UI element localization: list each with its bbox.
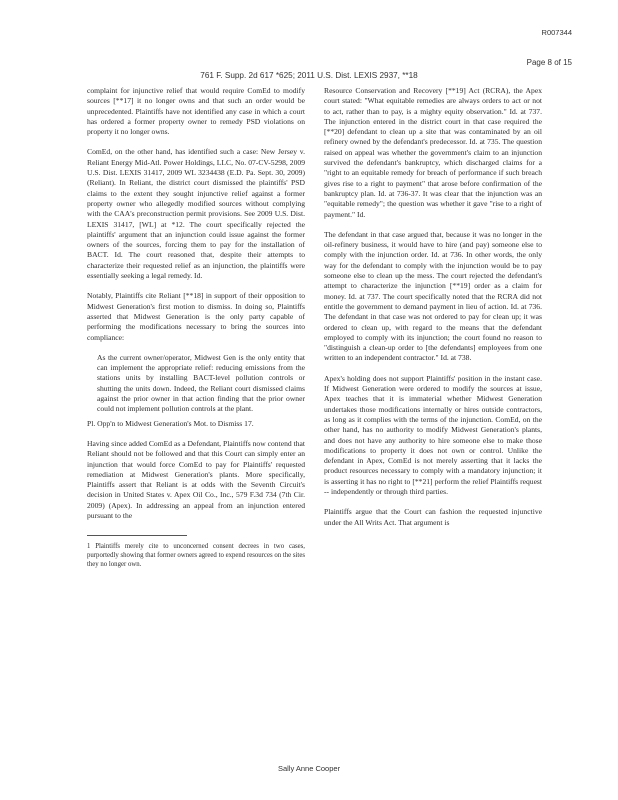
left-paragraph-2: Notably, Plaintiffs cite Reliant [**18] in support of their opposition to Midwest Generation's first motion to dismiss. In doing so, Plaintiffs asserted that Midwest Generation is the only party capable of performing the modifications necessary to bring the sources into compliance: xyxy=(87,291,305,342)
footnote-divider xyxy=(87,535,187,536)
right-paragraph-4: Plaintiffs argue that the Court can fashion the requested injunctive under the All Writs Act. That argument is xyxy=(324,507,542,527)
left-paragraph-3: Having since added ComEd as a Defendant, Plaintiffs now contend that Reliant should not be followed and that this Court can simply enter an injunction that would force ComEd to pay for Plaintiffs' requested remediation at Midwest Generation's plants. More specifically, Plaintiffs assert that Reliant is at odds with the Seventh Circuit's decision in United States v. Apex Oil Co., Inc., 579 F.3d 734 (7th Cir. 2009) (Apex). In addressing an appeal from an injunction entered pursuant to the xyxy=(87,438,305,520)
block-quote: As the current owner/operator, Midwest Gen is the only entity that can implement the appropriate relief: reducing emissions from the stations units by installing BACT-level pollution controls or shutting the units down. Indeed, the Reliant court dismissed claims against the prior owner in that action finding that the prior owner could not implement pollution controls at the plant. xyxy=(97,352,305,414)
footnote: 1 Plaintiffs merely cite to unconcerned consent decrees in two cases, purportedly showing that former owners agreed to expend resources on the sites they no longer own. xyxy=(87,543,305,569)
case-citation: 761 F. Supp. 2d 617 *625; 2011 U.S. Dist. LEXIS 2937, **18 xyxy=(200,71,418,80)
page-indicator: Page 8 of 15 xyxy=(526,58,572,67)
right-paragraph-1: Resource Conservation and Recovery [**19] Act (RCRA), the Apex court stated: "What equitable remedies are always orders to act or not to act, rather than to pay, is a mighty equity observation." Id. at 737. The injunction entered in the district court in that case required the [**20] defendant to clean up a site that was contaminated by an oil refinery owned by the defendant's predecessor. Id. at 735. The question raised on appeal was whether the government's claim to an injunction survived the defendant's bankruptcy, which discharged claims for a "right to an equitable remedy for breach of performance if such breach gives rise to a right to payment" that arose before confirmation of the bankruptcy plan. Id. at 736-37. It was clear that the injunction was an "equitable remedy"; the question was whether it gave "rise to a right of payment." Id. xyxy=(324,86,542,219)
page-footer: Sally Anne Cooper xyxy=(277,764,341,773)
bates-number: R007344 xyxy=(541,28,572,37)
left-paragraph-1: complaint for injunctive relief that would require ComEd to modify sources [**17] it no longer owns and that such an order would be unprecedented. Plaintiffs have not identified any case in which a court has ordered a former property owner to remedy PSD violations on property it no longer owns. xyxy=(87,86,305,137)
right-paragraph-3: Apex's holding does not support Plaintiffs' position in the instant case. If Midwest Generation were ordered to modify the sources at issue, Apex teaches that it is immaterial whether Midwest Generation undertakes those modifications internally or hires outside contractors, as long as it complies with the terms of the injunction. ComEd, on the other hand, has no authority to modify Midwest Generation's plants, and does not have any authority to hire someone else to make those modifications to property it does not own or control. Unlike the defendant in Apex, ComEd is not merely asserting that it lacks the product resources necessary to comply with a mandatory injunction; it is asserting it has no right to [**21] perform the relief Plaintiffs request -- independently or through third parties. xyxy=(324,373,542,496)
left-column xyxy=(87,86,305,569)
right-column xyxy=(324,86,542,538)
block-quote-citation: Pl. Opp'n to Midwest Generation's Mot. to Dismiss 17. xyxy=(87,418,254,428)
left-paragraph-1-continued: ComEd, on the other hand, has identified such a case: New Jersey v. Reliant Energy Mid-Atl. Power Holdings, LLC, No. 07-CV-5298, 2009 U.S. Dist. LEXIS 31417, 2009 WL 3234438 (E.D. Pa. Sept. 30, 2009) (Reliant). In Reliant, the district court dismissed the plaintiffs' PSD claims to the extent they sought injunctive relief against a former property owner who allegedly modified sources without complying with the CAA's preconstruction permit provisions. See 2009 U.S. Dist. LEXIS 31417, [WL] at *12. The court specifically rejected the plaintiffs' argument that an injunction could issue against the former owners of the sources, forcing them to pay for the installation of BACT. Id. The court reasoned that, despite their attempts to characterize their requested relief as an injunction, the plaintiffs were essentially seeking a legal remedy. Id. xyxy=(87,147,305,281)
right-paragraph-2: The defendant in that case argued that, because it was no longer in the oil-refinery business, it would have to hire (and pay) someone else to comply with the injunction order. Id. at 736. In other words, the only way for the defendant to comply with the injunction would be to pay someone else to clean up the mess. The court rejected the defendant's attempt to characterize the injunction [**19] order as a claim for money. Id. at 737. The court specifically noted that the RCRA did not entitle the government to demand payment in lieu of action. Id. at 736. The defendant in that case was not ordered to pay for clean up; it was ordered to clean up, with regard to the means that the defendant employed to comply with its injunction; the court found no reason to "distinguish a clean-up order to [the defendants] employees from one written to an independent contractor." Id. at 738. xyxy=(324,229,542,363)
